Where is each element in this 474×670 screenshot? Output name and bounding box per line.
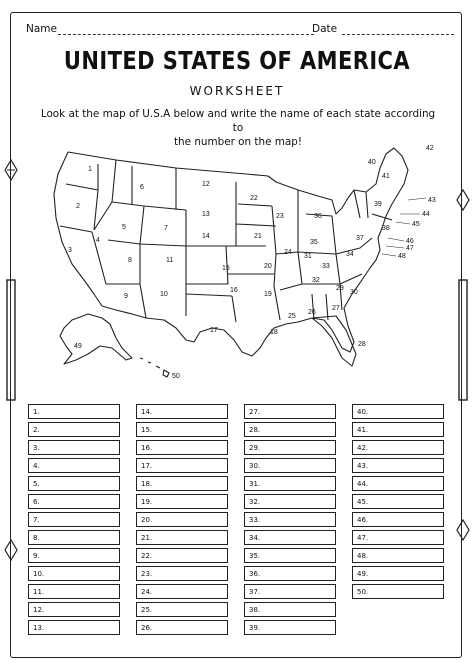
map-label-15: 15 (222, 265, 230, 272)
map-label-36: 36 (314, 213, 322, 220)
map-label-16: 16 (230, 287, 238, 294)
florida-outline (312, 316, 356, 366)
answer-column-4 (352, 404, 444, 602)
map-label-31: 31 (304, 253, 312, 260)
answer-box[interactable] (244, 584, 336, 599)
answer-box[interactable] (28, 584, 120, 599)
map-label-20: 20 (264, 263, 272, 270)
answer-number: 23. (141, 570, 153, 578)
hawaii-islands (140, 358, 169, 377)
answer-column-2 (136, 404, 228, 638)
answer-box[interactable] (352, 440, 444, 455)
map-label-43: 43 (428, 197, 436, 204)
answer-box[interactable] (352, 404, 444, 419)
answer-number: 9. (33, 552, 40, 560)
map-label-14: 14 (202, 233, 210, 240)
answer-box[interactable] (136, 404, 228, 419)
answer-box[interactable] (136, 494, 228, 509)
answer-box[interactable] (28, 620, 120, 635)
map-label-35: 35 (310, 239, 318, 246)
answer-number: 8. (33, 534, 40, 542)
map-label-24: 24 (284, 249, 292, 256)
answer-number: 42. (357, 444, 369, 452)
map-label-3: 3 (68, 247, 72, 254)
answer-number: 14. (141, 408, 153, 416)
right-decoration (455, 120, 471, 620)
answer-number: 24. (141, 588, 153, 596)
answer-number: 31. (249, 480, 261, 488)
map-label-42: 42 (426, 145, 434, 152)
page-subtitle: WORKSHEET (189, 84, 285, 98)
answer-box[interactable] (244, 440, 336, 455)
map-label-45: 45 (412, 221, 420, 228)
map-label-13: 13 (202, 211, 210, 218)
map-label-2: 2 (76, 203, 80, 210)
answer-box[interactable] (352, 530, 444, 545)
answer-box[interactable] (244, 494, 336, 509)
answer-number: 11. (33, 588, 45, 596)
answer-box[interactable] (28, 494, 120, 509)
answer-number: 4. (33, 462, 40, 470)
map-label-48: 48 (398, 253, 406, 260)
answer-number: 38. (249, 606, 261, 614)
answer-number: 28. (249, 426, 261, 434)
answer-number: 41. (357, 426, 369, 434)
name-field[interactable] (58, 34, 314, 35)
map-label-10: 10 (160, 291, 168, 298)
answer-box[interactable] (244, 404, 336, 419)
name-label: Name (26, 23, 57, 35)
leader-line-47 (386, 246, 404, 248)
answer-number: 39. (249, 624, 261, 632)
answer-number: 13. (33, 624, 45, 632)
date-label: Date (312, 23, 338, 35)
map-label-9: 9 (124, 293, 128, 300)
map-label-41: 41 (382, 173, 390, 180)
answer-box[interactable] (244, 422, 336, 437)
answer-number: 6. (33, 498, 40, 506)
answer-number: 46. (357, 516, 369, 524)
map-label-44: 44 (422, 211, 430, 218)
answer-number: 47. (357, 534, 369, 542)
contiguous-us-outline (54, 148, 408, 356)
answer-box[interactable] (244, 458, 336, 473)
map-label-34: 34 (346, 251, 354, 258)
answer-box[interactable] (136, 548, 228, 563)
answer-number: 36. (249, 570, 261, 578)
map-label-33: 33 (322, 263, 330, 270)
answer-number: 30. (249, 462, 261, 470)
answer-number: 43. (357, 462, 369, 470)
leader-line-43 (408, 198, 426, 200)
answer-column-1 (28, 404, 120, 638)
answer-box[interactable] (136, 584, 228, 599)
answer-number: 3. (33, 444, 40, 452)
answer-box[interactable] (28, 566, 120, 581)
map-label-49: 49 (74, 343, 82, 350)
answer-number: 15. (141, 426, 153, 434)
map-label-12: 12 (202, 181, 210, 188)
map-label-7: 7 (164, 225, 168, 232)
answer-box[interactable] (136, 566, 228, 581)
answer-number: 27. (249, 408, 261, 416)
map-label-17: 17 (210, 327, 218, 334)
map-label-19: 19 (264, 291, 272, 298)
answer-box[interactable] (244, 476, 336, 491)
answer-column-3 (244, 404, 336, 638)
answer-number: 45. (357, 498, 369, 506)
map-label-26: 26 (308, 309, 316, 316)
map-label-18: 18 (270, 329, 278, 336)
answer-number: 7. (33, 516, 40, 524)
answer-number: 29. (249, 444, 261, 452)
answer-number: 34. (249, 534, 261, 542)
map-label-39: 39 (374, 201, 382, 208)
map-label-50: 50 (172, 373, 180, 380)
answer-number: 22. (141, 552, 153, 560)
answer-box[interactable] (28, 440, 120, 455)
answer-number: 5. (33, 480, 40, 488)
page-title: UNITED STATES OF AMERICA (63, 46, 411, 75)
answer-box[interactable] (352, 548, 444, 563)
answer-box[interactable] (136, 476, 228, 491)
name-date-row (22, 22, 454, 38)
map-label-32: 32 (312, 277, 320, 284)
answer-number: 50. (357, 588, 369, 596)
map-label-27: 27 (332, 305, 340, 312)
leader-line-48 (382, 254, 396, 256)
answer-box[interactable] (352, 512, 444, 527)
answer-box[interactable] (136, 422, 228, 437)
answer-box[interactable] (244, 620, 336, 635)
answer-box[interactable] (352, 458, 444, 473)
answer-box[interactable] (244, 602, 336, 617)
answer-box[interactable] (136, 440, 228, 455)
map-label-8: 8 (128, 257, 132, 264)
leader-line-45 (396, 222, 410, 224)
answer-number: 37. (249, 588, 261, 596)
answer-box[interactable] (352, 584, 444, 599)
answer-number: 19. (141, 498, 153, 506)
map-label-23: 23 (276, 213, 284, 220)
answer-number: 49. (357, 570, 369, 578)
answer-box[interactable] (136, 512, 228, 527)
answer-box[interactable] (244, 530, 336, 545)
state-borders (60, 160, 392, 322)
left-decoration (3, 120, 19, 620)
answer-number: 20. (141, 516, 153, 524)
answer-number: 35. (249, 552, 261, 560)
answer-box[interactable] (352, 494, 444, 509)
map-label-40: 40 (368, 159, 376, 166)
answer-box[interactable] (352, 476, 444, 491)
map-label-11: 11 (166, 257, 174, 264)
answer-box[interactable] (28, 458, 120, 473)
answer-number: 16. (141, 444, 153, 452)
answer-box[interactable] (28, 530, 120, 545)
map-label-47: 47 (406, 245, 414, 252)
answer-number: 18. (141, 480, 153, 488)
answer-box[interactable] (28, 476, 120, 491)
answer-box[interactable] (28, 512, 120, 527)
answer-box[interactable] (136, 620, 228, 635)
answer-number: 26. (141, 624, 153, 632)
map-label-1: 1 (88, 166, 92, 173)
answer-number: 44. (357, 480, 369, 488)
answer-box[interactable] (352, 566, 444, 581)
answer-box[interactable] (28, 422, 120, 437)
answer-number: 21. (141, 534, 153, 542)
answer-box[interactable] (352, 422, 444, 437)
answer-number: 2. (33, 426, 40, 434)
answer-box[interactable] (28, 602, 120, 617)
map-label-46: 46 (406, 238, 414, 245)
map-label-21: 21 (254, 233, 262, 240)
alaska-outline (60, 314, 132, 364)
map-label-22: 22 (250, 195, 258, 202)
leader-line-46 (388, 238, 404, 241)
answer-box[interactable] (136, 602, 228, 617)
date-field[interactable] (342, 34, 454, 35)
answer-number: 17. (141, 462, 153, 470)
answer-number: 1. (33, 408, 40, 416)
usa-map (36, 134, 448, 386)
instructions-line-1: Look at the map of U.S.A below and write the name of each state according to (40, 108, 436, 134)
map-label-37: 37 (356, 235, 364, 242)
answer-number: 25. (141, 606, 153, 614)
answer-box[interactable] (136, 458, 228, 473)
map-label-29: 29 (336, 285, 344, 292)
map-label-4: 4 (96, 237, 100, 244)
answer-box[interactable] (28, 404, 120, 419)
answer-number: 33. (249, 516, 261, 524)
answer-box[interactable] (28, 548, 120, 563)
answer-box[interactable] (244, 512, 336, 527)
answer-number: 10. (33, 570, 45, 578)
answer-number: 48. (357, 552, 369, 560)
answer-number: 12. (33, 606, 45, 614)
answer-box[interactable] (136, 530, 228, 545)
map-label-6: 6 (140, 184, 144, 191)
map-label-28: 28 (358, 341, 366, 348)
map-label-30: 30 (350, 289, 358, 296)
instructions-line-2: the number on the map! (173, 136, 303, 148)
answer-number: 40. (357, 408, 369, 416)
answer-box[interactable] (244, 548, 336, 563)
map-label-25: 25 (288, 313, 296, 320)
map-label-38: 38 (382, 225, 390, 232)
map-label-5: 5 (122, 224, 126, 231)
answer-box[interactable] (244, 566, 336, 581)
answer-number: 32. (249, 498, 261, 506)
